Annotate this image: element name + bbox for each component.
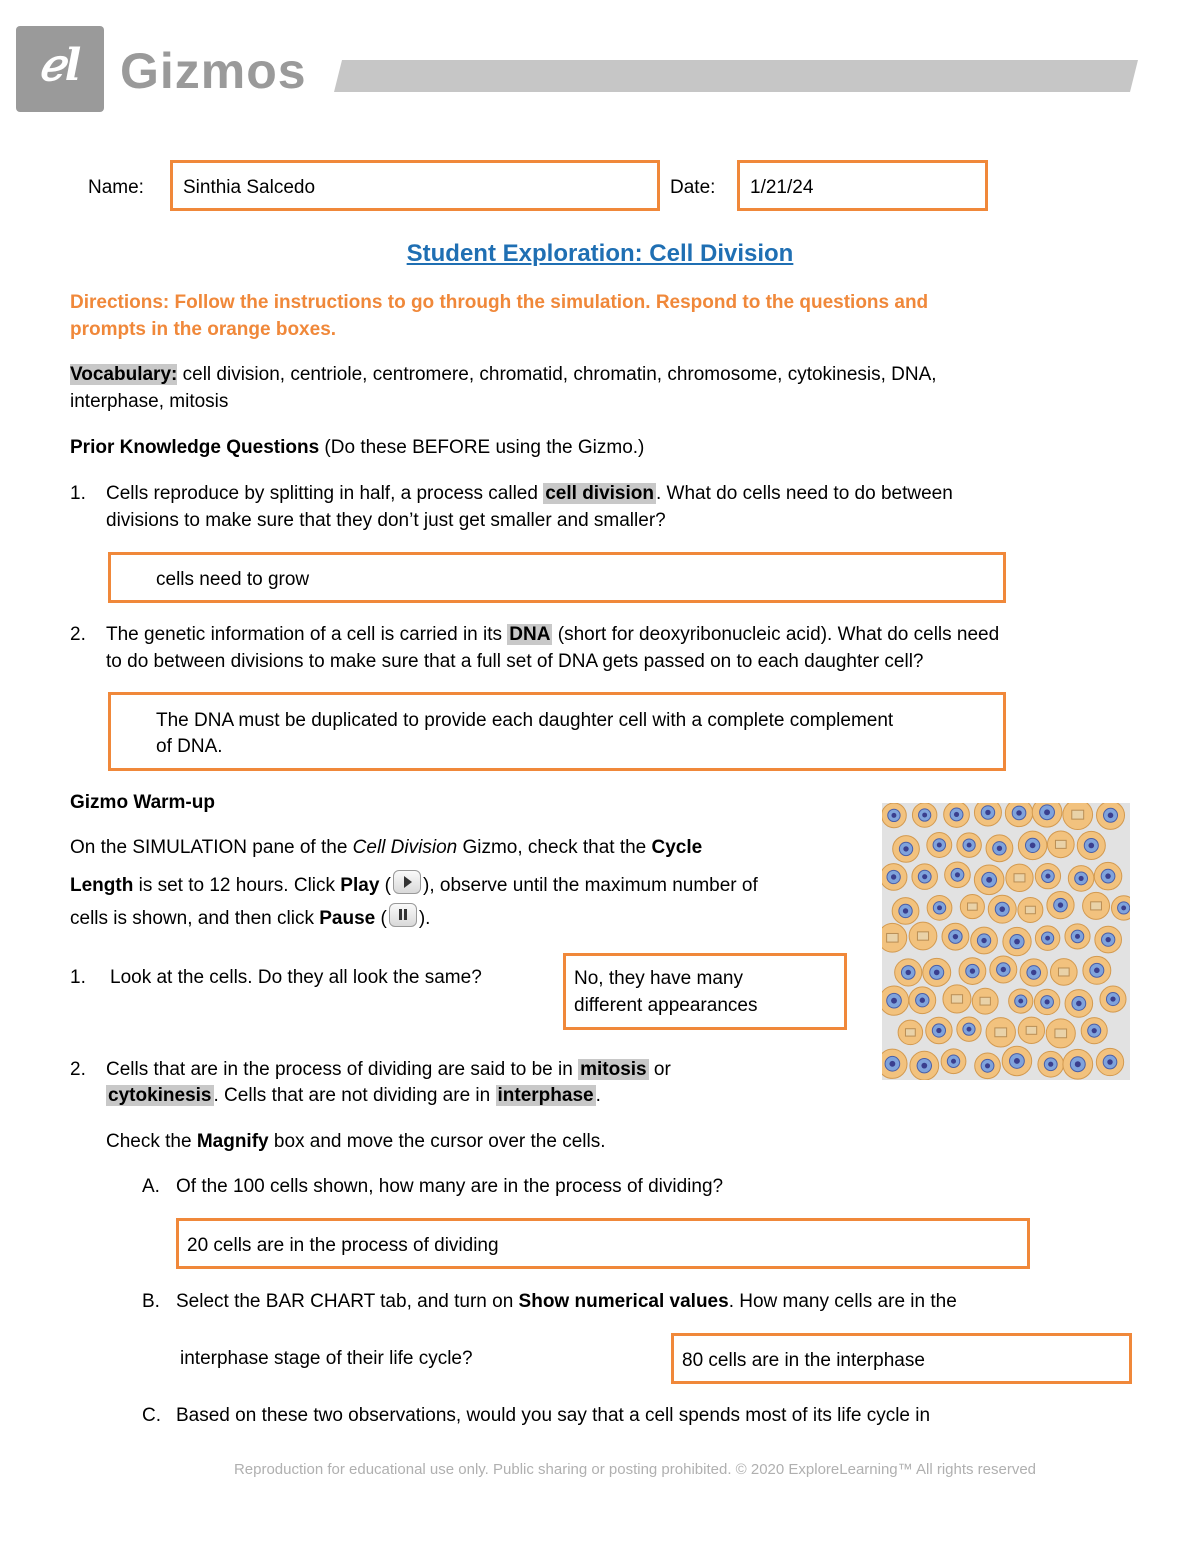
cell <box>1081 1018 1107 1044</box>
cell <box>909 987 936 1014</box>
wu-q1-answer-line-2: different appearances <box>574 995 758 1016</box>
pk-q1-text: Cells reproduce by splitting in half, a process called <box>106 483 544 504</box>
play-button[interactable] <box>393 870 421 894</box>
pk-q1-line-1 <box>106 483 953 505</box>
pk-q2-answer-line-2: of DNA. <box>156 736 223 757</box>
q2b-answer: 80 cells are in the interphase <box>682 1350 925 1371</box>
cell <box>974 803 1001 826</box>
warmup-text: On the SIMULATION pane of the <box>70 837 353 858</box>
warmup-text-3: cells is shown, and then click <box>70 908 320 929</box>
q2b-line-2: interphase stage of their life cycle? <box>180 1348 473 1369</box>
cell <box>1047 892 1074 919</box>
wu-q1-answer-line-1: No, they have many <box>574 968 743 989</box>
warmup-heading: Gizmo Warm-up <box>70 792 215 813</box>
warmup-para-line-1 <box>70 837 702 859</box>
name-label: Name: <box>88 177 144 198</box>
length-label: Length <box>70 875 134 896</box>
pk-q2-text-post: (short for deoxyribonucleic acid). What do cells need <box>552 624 1000 645</box>
cell <box>1083 892 1110 919</box>
cell <box>1035 863 1060 888</box>
date-value: 1/21/24 <box>750 177 814 198</box>
cell <box>1046 1019 1075 1048</box>
cell <box>1096 803 1124 829</box>
wu-q2-text-post: or <box>648 1059 671 1080</box>
paren-open-2: ( <box>375 908 387 929</box>
cell <box>943 985 971 1013</box>
cell <box>1094 862 1122 890</box>
cell <box>942 923 969 950</box>
cell <box>912 803 936 827</box>
warmup-text-2-post: ), observe until the maximum number of <box>423 875 758 896</box>
header-bar <box>334 60 1138 92</box>
cell <box>1020 959 1047 986</box>
magnify-text-post: box and move the cursor over the cells. <box>268 1131 606 1152</box>
cell <box>893 836 920 863</box>
cell <box>1035 926 1059 950</box>
cell <box>1018 897 1043 922</box>
cell <box>1006 864 1033 891</box>
cell <box>926 1017 952 1043</box>
play-label: Play <box>340 875 380 896</box>
cell <box>1065 990 1093 1018</box>
cell <box>1047 831 1074 858</box>
cell <box>927 833 952 858</box>
q2b-line-1 <box>176 1291 957 1313</box>
term-cell-division: cell division <box>545 483 654 504</box>
vocabulary-list: cell division, centriole, centromere, chromatid, chromatin, chromosome, cytokinesis, DNA, <box>177 364 937 385</box>
pk-q2-number: 2. <box>70 624 86 645</box>
cell <box>1005 803 1032 827</box>
q2b-answer-box[interactable] <box>671 1333 1132 1384</box>
cell <box>1083 956 1111 984</box>
name-field[interactable] <box>170 160 660 211</box>
date-label: Date: <box>670 177 716 198</box>
vocabulary <box>70 364 937 386</box>
wu-q2-line-2 <box>106 1085 601 1107</box>
cell <box>927 895 952 920</box>
paren-open: ( <box>379 875 391 896</box>
pk-q1-answer: cells need to grow <box>156 569 310 590</box>
cell <box>1050 959 1077 986</box>
pk-q1-text-post: . What do cells need to do between <box>656 483 953 504</box>
cell <box>957 1017 981 1041</box>
wu-q2-text-2-post: . <box>595 1085 601 1106</box>
pk-q2-text: The genetic information of a cell is carried in its <box>106 624 508 645</box>
date-field[interactable] <box>737 160 988 211</box>
cell <box>898 1020 923 1045</box>
term-mitosis: mitosis <box>580 1059 647 1080</box>
brand-name: Gizmos <box>120 43 307 99</box>
logo-mark: ℯl <box>38 40 82 91</box>
show-numerical-values-label: Show numerical values <box>518 1291 729 1312</box>
cell <box>972 988 998 1014</box>
gizmos-logo <box>16 26 104 112</box>
wu-q1-answer-box[interactable] <box>563 953 847 1030</box>
wu-q1-number: 1. <box>70 967 86 988</box>
cell <box>1063 1049 1093 1079</box>
q2a-letter: A. <box>142 1176 160 1197</box>
warmup-text-2: is set to 12 hours. Click <box>133 875 341 896</box>
cell <box>882 1049 907 1078</box>
name-value: Sinthia Salcedo <box>183 177 316 198</box>
pause-icon <box>399 909 402 920</box>
wu-q2-text: Cells that are in the process of dividing are said to be in <box>106 1059 579 1080</box>
vocabulary-label: Vocabulary: <box>70 364 178 385</box>
cell <box>1009 989 1033 1013</box>
q2b-text-post: . How many cells are in the <box>728 1291 957 1312</box>
term-interphase: interphase <box>497 1085 594 1106</box>
warmup-para-line-2 <box>70 870 758 897</box>
q2c-letter: C. <box>142 1405 161 1426</box>
directions-line-1: Directions: Follow the instructions to go through the simulation. Respond to the questions and <box>70 292 929 313</box>
cycle-label: Cycle <box>651 837 703 858</box>
cell <box>975 1053 1001 1079</box>
pk-q1-answer-box[interactable] <box>108 552 1006 603</box>
page-title: Student Exploration: Cell Division <box>406 240 794 267</box>
warmup-text-mid: Gizmo, check that the <box>457 837 652 858</box>
cell <box>882 986 909 1015</box>
prior-knowledge-heading <box>70 437 644 459</box>
pause-label: Pause <box>319 908 376 929</box>
cell <box>944 803 970 827</box>
pause-button[interactable] <box>389 903 417 927</box>
cell <box>1002 1046 1032 1076</box>
directions-line-2: prompts in the orange boxes. <box>70 319 337 340</box>
cell <box>959 958 986 985</box>
cell <box>988 895 1016 923</box>
wu-q2-line-1 <box>106 1059 671 1081</box>
pk-q2-line-1 <box>106 624 999 646</box>
q2a-answer-box[interactable] <box>176 1218 1030 1269</box>
pk-q2-answer-box[interactable] <box>108 692 1006 771</box>
wu-q2-number: 2. <box>70 1059 86 1080</box>
cell <box>909 922 937 950</box>
cell <box>1018 831 1047 860</box>
pk-q2-answer-line-1: The DNA must be duplicated to provide each daughter cell with a complete complement <box>156 710 894 731</box>
term-dna: DNA <box>509 624 551 645</box>
cell <box>1065 924 1090 949</box>
q2b-letter: B. <box>142 1291 160 1312</box>
pk-q1-line-2: divisions to make sure that they don’t just get smaller and smaller? <box>106 510 666 531</box>
cell <box>882 803 906 828</box>
q2c-text: Based on these two observations, would you say that a cell spends most of its life cycle in <box>176 1405 931 1426</box>
cell <box>923 958 951 986</box>
wu-q2-text-2: . Cells that are not dividing are in <box>213 1085 496 1106</box>
cell <box>882 923 907 952</box>
cell <box>1034 989 1059 1014</box>
q2b-text: Select the BAR CHART tab, and turn on <box>176 1291 519 1312</box>
cell <box>945 862 971 888</box>
cell <box>882 864 907 891</box>
prior-knowledge-note: (Do these BEFORE using the Gizmo.) <box>319 437 645 458</box>
cell <box>986 1018 1015 1047</box>
cell <box>986 835 1013 862</box>
cell <box>990 956 1017 983</box>
cell <box>1063 803 1093 830</box>
paren-close: ). <box>418 908 431 929</box>
cell <box>971 927 998 954</box>
cell <box>1095 926 1122 953</box>
cell <box>974 865 1004 895</box>
pk-q1-number: 1. <box>70 483 86 504</box>
prior-knowledge-title: Prior Knowledge Questions <box>70 437 320 458</box>
cell <box>1100 986 1126 1012</box>
term-cytokinesis: cytokinesis <box>108 1085 212 1106</box>
vocabulary-list-2: interphase, mitosis <box>70 391 229 412</box>
magnify-label: Magnify <box>196 1131 269 1152</box>
pk-q2-line-2: to do between divisions to make sure that a full set of DNA gets passed on to each daughter cell? <box>106 651 924 672</box>
magnify-text: Check the <box>106 1131 197 1152</box>
magnify-instruction <box>106 1131 606 1153</box>
cell <box>895 959 922 986</box>
cell <box>941 1049 966 1074</box>
wu-q1-text: Look at the cells. Do they all look the same? <box>110 967 482 988</box>
cell <box>910 1051 939 1080</box>
cell <box>892 898 919 925</box>
cell <box>957 833 981 857</box>
footer-copyright: Reproduction for educational use only. Public sharing or posting prohibited. © 2020 ExploreLearning™ All rights reserved <box>233 1461 1037 1478</box>
gizmo-name: Cell Division <box>352 837 458 858</box>
cell <box>1003 927 1031 955</box>
play-icon <box>404 876 412 888</box>
cell <box>1077 831 1105 859</box>
q2a-answer: 20 cells are in the process of dividing <box>187 1235 499 1256</box>
q2a-text: Of the 100 cells shown, how many are in the process of dividing? <box>176 1176 724 1197</box>
cell <box>1038 1051 1064 1077</box>
cell <box>960 895 984 919</box>
cell <box>912 864 938 890</box>
cell <box>1096 1048 1123 1075</box>
cell-division-illustration <box>882 803 1130 1080</box>
cell <box>1032 803 1062 827</box>
cell <box>1068 866 1094 892</box>
warmup-para-line-3 <box>70 903 430 930</box>
cell <box>1018 1017 1044 1043</box>
